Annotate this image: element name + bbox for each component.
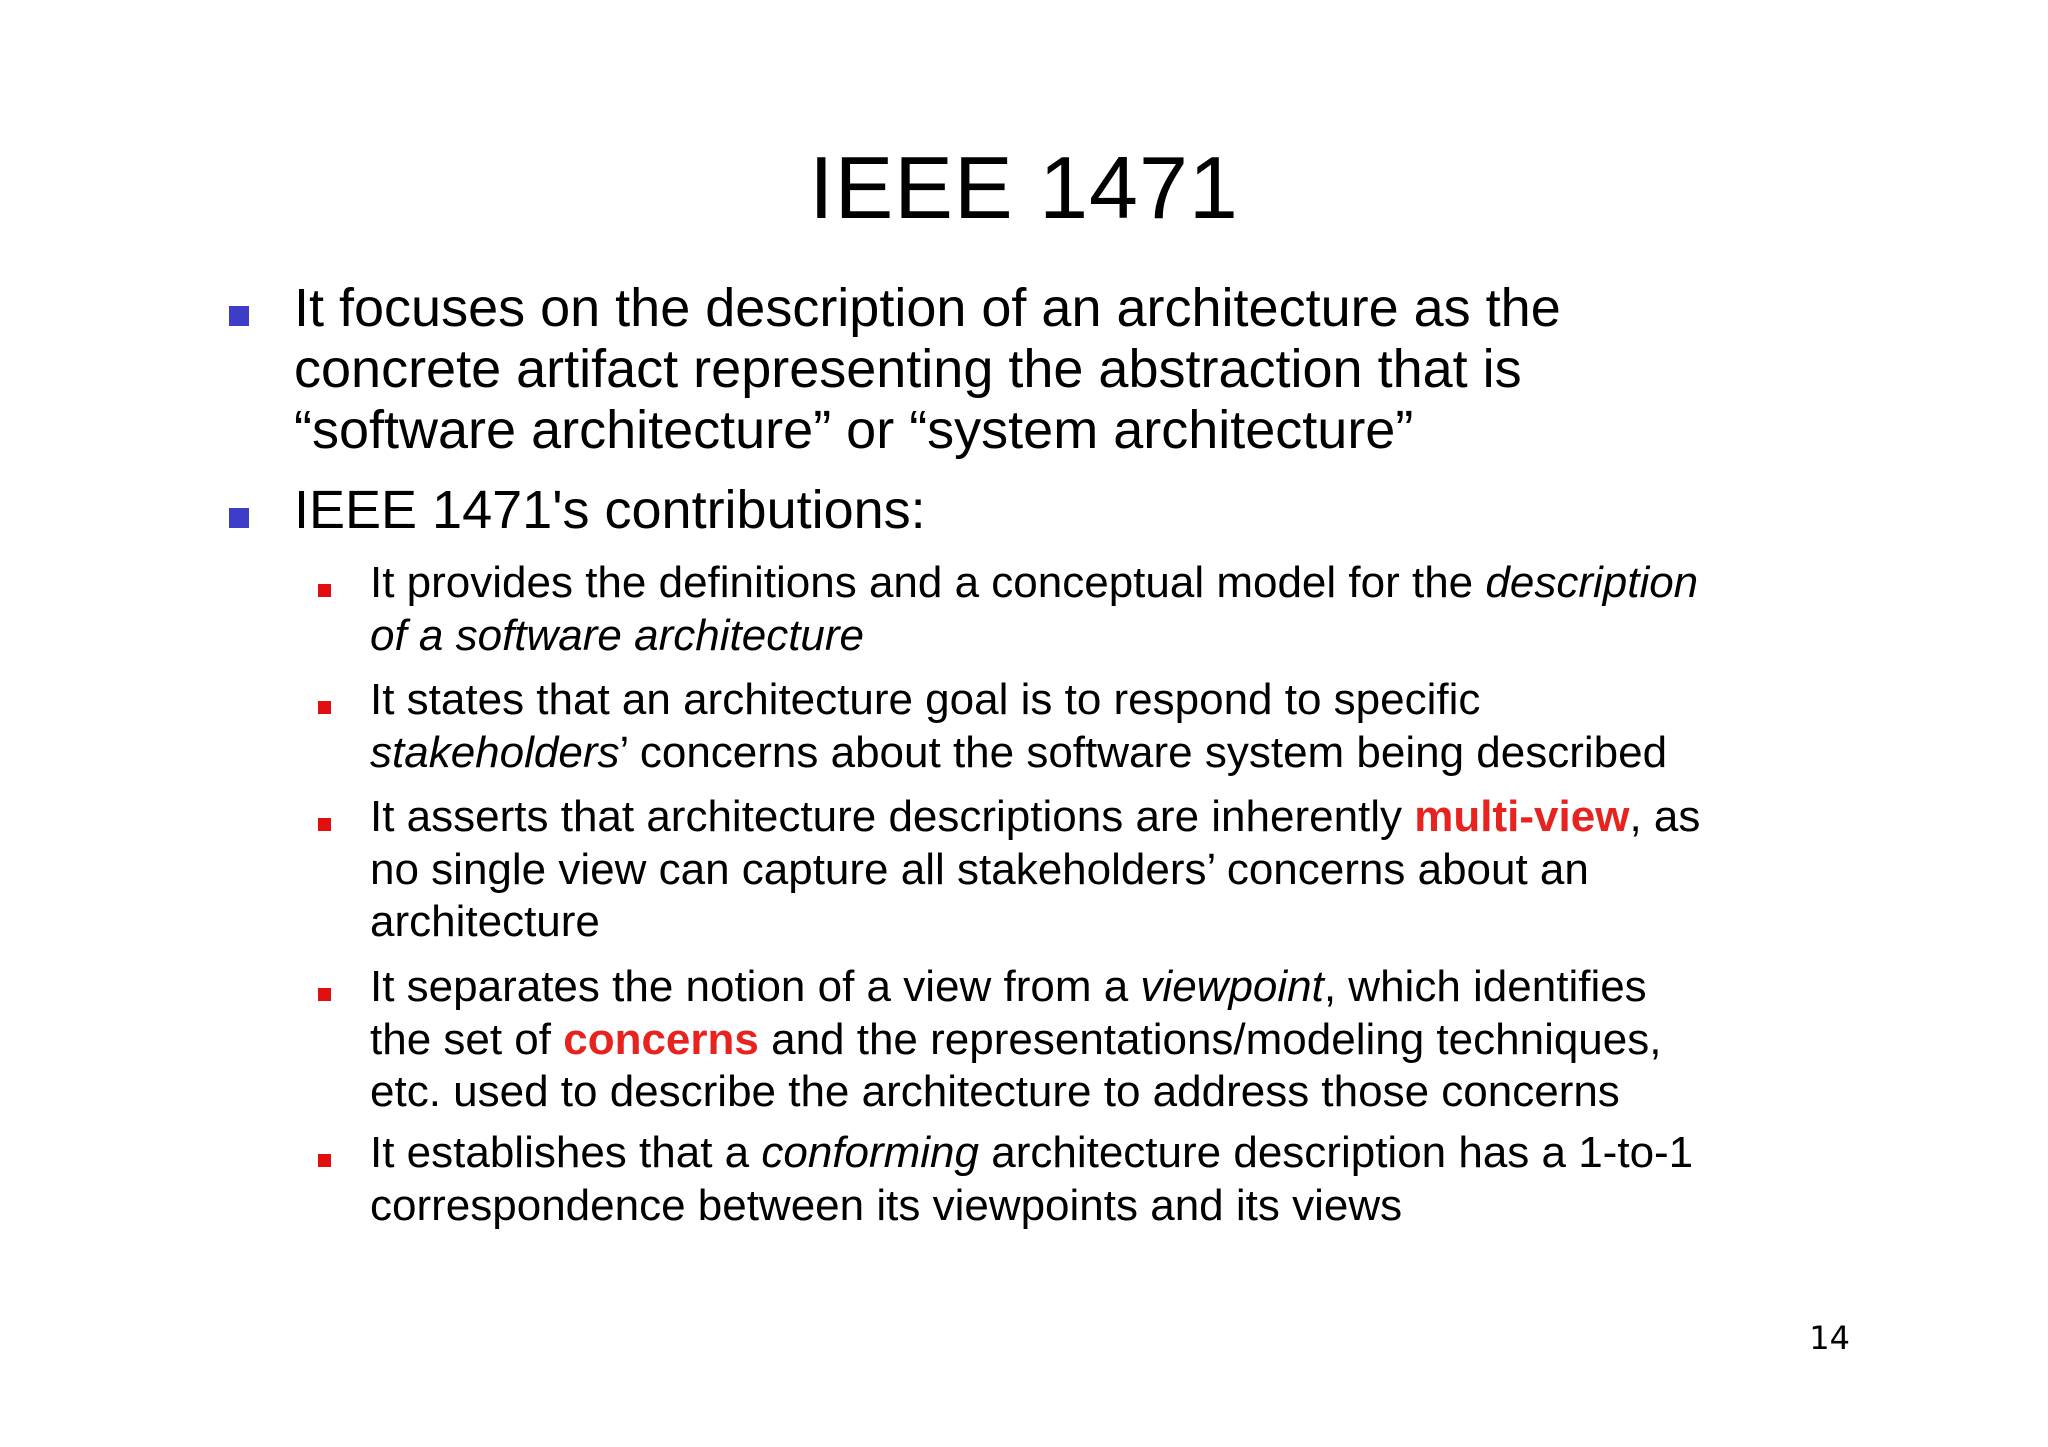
emphasis-text: of a software architecture: [370, 610, 865, 660]
slide-title: IEEE 1471: [809, 138, 1239, 237]
emphasis-text: viewpoint: [1140, 962, 1324, 1011]
emphasis-text: stakeholders: [370, 727, 620, 777]
square-bullet-icon: [229, 508, 249, 528]
bullet-text: It focuses on the description of an architecture as the concrete artifact representing the abstraction that is “software architecture” or “system architecture”: [294, 278, 1561, 460]
square-bullet-icon: [318, 584, 331, 597]
sub-bullet-text: It separates the notion of a view from a viewpoint, which identifies the set of concerns and the representations/modeling techniques, etc. used to describe the architecture to address those concerns: [370, 962, 1662, 1116]
emphasis-text: conforming: [761, 1128, 980, 1177]
page-number: 14: [1809, 1319, 1850, 1357]
square-bullet-icon: [318, 1154, 331, 1167]
sub-bullet-text: It establishes that a conforming architecture description has a 1-to-1 correspondence between its viewpoints and its views: [370, 1128, 1694, 1230]
sub-bullet-text: It asserts that architecture descriptions are inherently multi-view, as no single view can capture all stakeholders’ concerns about an architecture: [370, 792, 1701, 946]
bullet-text: IEEE 1471's contributions:: [294, 480, 926, 540]
square-bullet-icon: [318, 988, 331, 1001]
square-bullet-icon: [229, 306, 249, 326]
highlight-text: concerns: [563, 1014, 759, 1064]
highlight-text: multi-view: [1414, 792, 1630, 841]
square-bullet-icon: [318, 818, 331, 831]
sub-bullet-text: It states that an architecture goal is to respond to specific stakeholders’ concerns about the software system being described: [370, 675, 1668, 777]
sub-bullet-text: It provides the definitions and a conceptual model for the description of a software architecture: [370, 557, 1930, 662]
emphasis-text: description: [1485, 558, 1699, 607]
square-bullet-icon: [318, 701, 331, 714]
